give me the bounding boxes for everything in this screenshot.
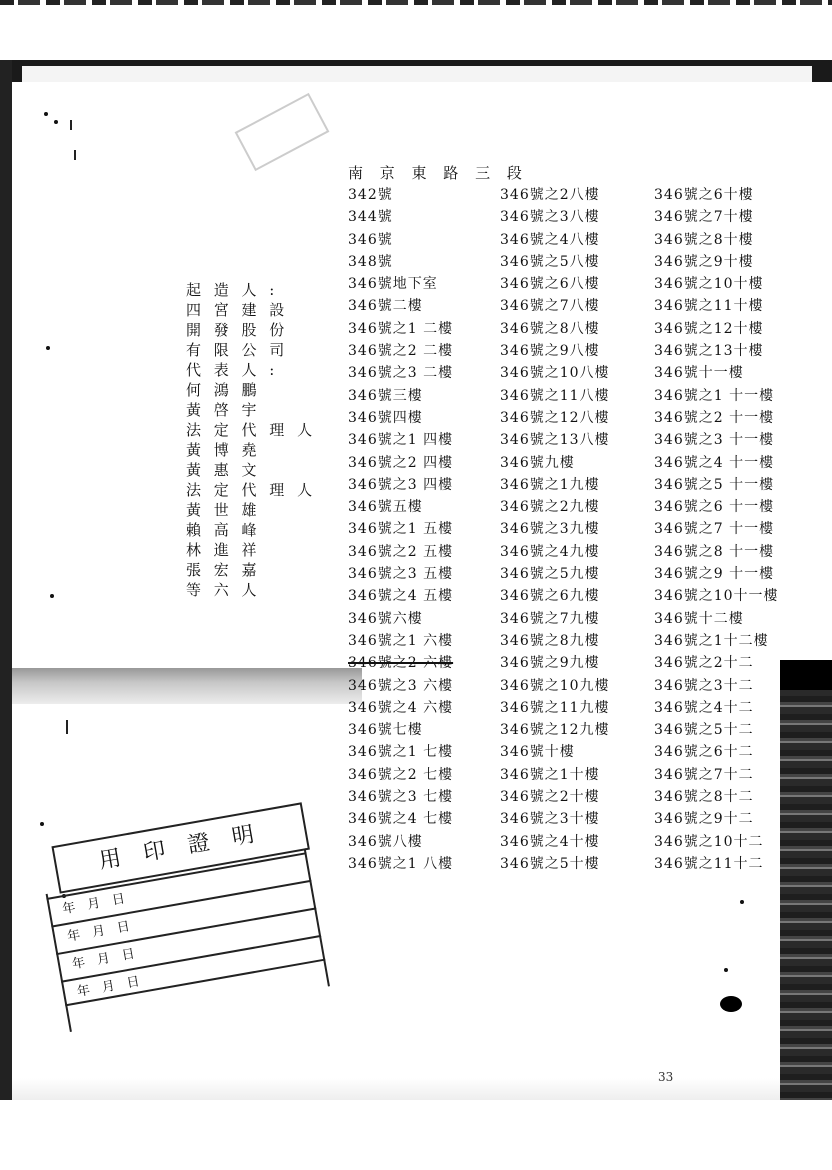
address-entry: 346號之4 五樓 <box>348 588 454 605</box>
address-entry: 346號之3 七樓 <box>348 789 454 806</box>
address-entry: 346號之2 七樓 <box>348 766 454 783</box>
scan-mark <box>66 720 68 734</box>
address-entry: 346號之9九樓 <box>500 655 600 672</box>
address-entry: 346號之3十樓 <box>500 811 600 828</box>
address-entry: 346號之1十二樓 <box>654 632 769 649</box>
scan-left-border <box>0 60 12 1100</box>
founder-line: 開 發 股 份 <box>186 321 289 339</box>
scan-speck <box>44 112 48 116</box>
address-entry: 346號之6十二 <box>654 744 754 761</box>
address-entry: 346號二樓 <box>348 298 423 315</box>
page-marker: 33 <box>658 1070 674 1084</box>
scan-speck <box>54 120 58 124</box>
address-entry: 346號之11十二 <box>654 855 764 872</box>
address-entry: 346號之11八樓 <box>500 387 610 404</box>
address-entry: 346號之12十樓 <box>654 320 764 337</box>
address-entry: 346號十樓 <box>500 744 575 761</box>
address-entry: 346號之10十二 <box>654 833 764 850</box>
address-entry: 346號之6九樓 <box>500 588 600 605</box>
address-entry: 346號之1 七樓 <box>348 744 454 761</box>
founder-line: 林 進 祥 <box>186 541 261 559</box>
address-entry: 346號之10十樓 <box>654 276 764 293</box>
stamp-title: 用 印 證 明 <box>51 802 309 893</box>
address-entry: 346號之2八樓 <box>500 187 600 203</box>
founder-line: 等 六 人 <box>186 581 261 599</box>
address-entry: 346號之9十樓 <box>654 253 754 270</box>
address-column-1 <box>348 184 508 875</box>
address-entry: 346號之4 六樓 <box>348 699 454 716</box>
address-entry: 346號六樓 <box>348 610 423 627</box>
address-entry: 346號之12九樓 <box>500 722 610 739</box>
address-entry: 346號之4十二 <box>654 699 754 716</box>
scan-speck <box>740 900 744 904</box>
address-entry: 346號之13八樓 <box>500 432 610 449</box>
scan-noise-strip <box>780 660 832 1100</box>
street-header: 南 京 東 路 三 段 <box>348 164 528 182</box>
address-entry: 346號之5 十一樓 <box>654 476 775 493</box>
address-entry: 346號之8 十一樓 <box>654 543 775 560</box>
address-entry: 346號之3 二樓 <box>348 365 454 382</box>
address-entry: 346號之1 二樓 <box>348 320 454 337</box>
address-entry: 346號七樓 <box>348 722 423 739</box>
address-entry: 346號之8九樓 <box>500 632 600 649</box>
address-entry: 346號之1十樓 <box>500 766 600 783</box>
address-entry: 346號之9 十一樓 <box>654 566 775 583</box>
address-entry: 346號之4 七樓 <box>348 811 454 828</box>
founder-line: 張 宏 嘉 <box>186 561 261 579</box>
address-entry: 346號 <box>348 231 393 248</box>
address-entry: 348號 <box>348 253 393 270</box>
address-entry: 346號十一樓 <box>654 365 744 382</box>
founder-line: 黃 世 雄 <box>186 501 261 519</box>
address-entry: 346號之4八樓 <box>500 231 600 248</box>
address-entry: 346號之7九樓 <box>500 610 600 627</box>
founder-line: 法 定 代 理 人 <box>186 421 317 439</box>
address-entry: 346號之11十樓 <box>654 298 764 315</box>
address-entry: 346號之1 四樓 <box>348 432 454 449</box>
address-entry: 346號之5九樓 <box>500 566 600 583</box>
address-entry: 346號之8十二 <box>654 789 754 806</box>
stamp-date-line: 年 月 日 <box>51 880 316 951</box>
address-entry: 346號十二樓 <box>654 610 744 627</box>
address-entry: 346號之5十樓 <box>500 855 600 872</box>
address-entry: 346號九樓 <box>500 454 575 471</box>
address-entry: 346號之7 十一樓 <box>654 521 775 538</box>
address-entry: 346號之2 六樓 <box>348 655 454 672</box>
address-entry: 346號之2 二樓 <box>348 343 454 360</box>
address-entry: 346號之4 十一樓 <box>654 454 775 471</box>
address-entry: 346號之5十二 <box>654 722 754 739</box>
ink-blot <box>720 996 742 1012</box>
scan-mark <box>70 120 72 130</box>
address-entry: 346號之2 五樓 <box>348 543 454 560</box>
stamp-date-line: 年 月 日 <box>46 852 311 923</box>
seal-certificate-stamp <box>30 793 329 1027</box>
address-entry: 346號之13十樓 <box>654 343 764 360</box>
address-entry: 346號之10九樓 <box>500 677 610 694</box>
address-entry: 346號四樓 <box>348 409 423 426</box>
address-entry: 346號之7八樓 <box>500 298 600 315</box>
address-entry: 346號三樓 <box>348 387 423 404</box>
address-entry: 346號之8八樓 <box>500 320 600 337</box>
address-entry: 346號之9八樓 <box>500 343 600 360</box>
founder-line: 黃 博 堯 <box>186 441 261 459</box>
founder-line: 黃 啓 宇 <box>186 401 261 419</box>
founder-line: 起 造 人 : <box>186 281 279 299</box>
address-entry: 346號之2九樓 <box>500 499 600 516</box>
address-entry: 346號之3 五樓 <box>348 566 454 583</box>
scan-speck <box>724 968 728 972</box>
address-entry: 346號之3九樓 <box>500 521 600 538</box>
address-entry: 346號之6 十一樓 <box>654 499 775 516</box>
address-entry: 346號之12八樓 <box>500 409 610 426</box>
address-entry: 346號之2 十一樓 <box>654 409 775 426</box>
scan-dark-block <box>780 660 832 690</box>
stamp-date-line: 年 月 日 <box>56 907 321 978</box>
address-entry: 346號之6十樓 <box>654 187 754 203</box>
scan-speck <box>40 822 44 826</box>
address-entry: 346號之1九樓 <box>500 476 600 493</box>
scan-top-edge <box>0 0 832 5</box>
address-entry: 346號之1 十一樓 <box>654 387 775 404</box>
founder-block <box>186 280 316 600</box>
address-entry: 346號之10八樓 <box>500 365 610 382</box>
scan-speck <box>46 346 50 350</box>
founder-line: 賴 高 峰 <box>186 521 261 539</box>
address-entry: 346號五樓 <box>348 499 423 516</box>
address-entry: 346號之3八樓 <box>500 209 600 226</box>
address-entry: 346號之11九樓 <box>500 699 610 716</box>
address-entry: 346號之4十樓 <box>500 833 600 850</box>
address-entry: 346號之2十樓 <box>500 789 600 806</box>
address-entry: 346號之6八樓 <box>500 276 600 293</box>
address-entry: 346號之1 六樓 <box>348 632 454 649</box>
address-entry: 346號之4九樓 <box>500 543 600 560</box>
scan-mark <box>74 150 76 160</box>
founder-line: 法 定 代 理 人 <box>186 481 317 499</box>
address-entry: 346號之7十二 <box>654 766 754 783</box>
address-entry: 346號之3 四樓 <box>348 476 454 493</box>
address-entry: 344號 <box>348 209 393 226</box>
address-entry: 346號之3 十一樓 <box>654 432 775 449</box>
scan-fold-shadow <box>12 668 362 704</box>
address-entry: 346號之3 六樓 <box>348 677 454 694</box>
address-entry: 346號八樓 <box>348 833 423 850</box>
address-entry: 346號之9十二 <box>654 811 754 828</box>
address-entry: 346號之1 八樓 <box>348 855 454 872</box>
address-entry: 346號之2 四樓 <box>348 454 454 471</box>
stamp-date-line: 年 月 日 <box>61 935 326 1006</box>
address-entry: 346號之10十一樓 <box>654 588 779 605</box>
faded-seal-top <box>235 93 330 171</box>
address-entry: 346號之5八樓 <box>500 253 600 270</box>
scan-speck <box>50 594 54 598</box>
address-entry: 346號之8十樓 <box>654 231 754 248</box>
address-entry: 346號之2十二 <box>654 655 754 672</box>
address-entry: 346號地下室 <box>348 276 438 293</box>
founder-line: 代 表 人 : <box>186 361 279 379</box>
address-column-2 <box>500 184 660 875</box>
founder-line: 有 限 公 司 <box>186 341 289 359</box>
founder-line: 四 宮 建 設 <box>186 301 289 319</box>
address-entry: 342號 <box>348 187 393 203</box>
scan-paper-edge <box>22 66 812 82</box>
address-entry: 346號之1 五樓 <box>348 521 454 538</box>
address-entry: 346號之3十二 <box>654 677 754 694</box>
founder-line: 何 鴻 鵬 <box>186 381 261 399</box>
founder-line: 黃 惠 文 <box>186 461 261 479</box>
address-entry: 346號之7十樓 <box>654 209 754 226</box>
